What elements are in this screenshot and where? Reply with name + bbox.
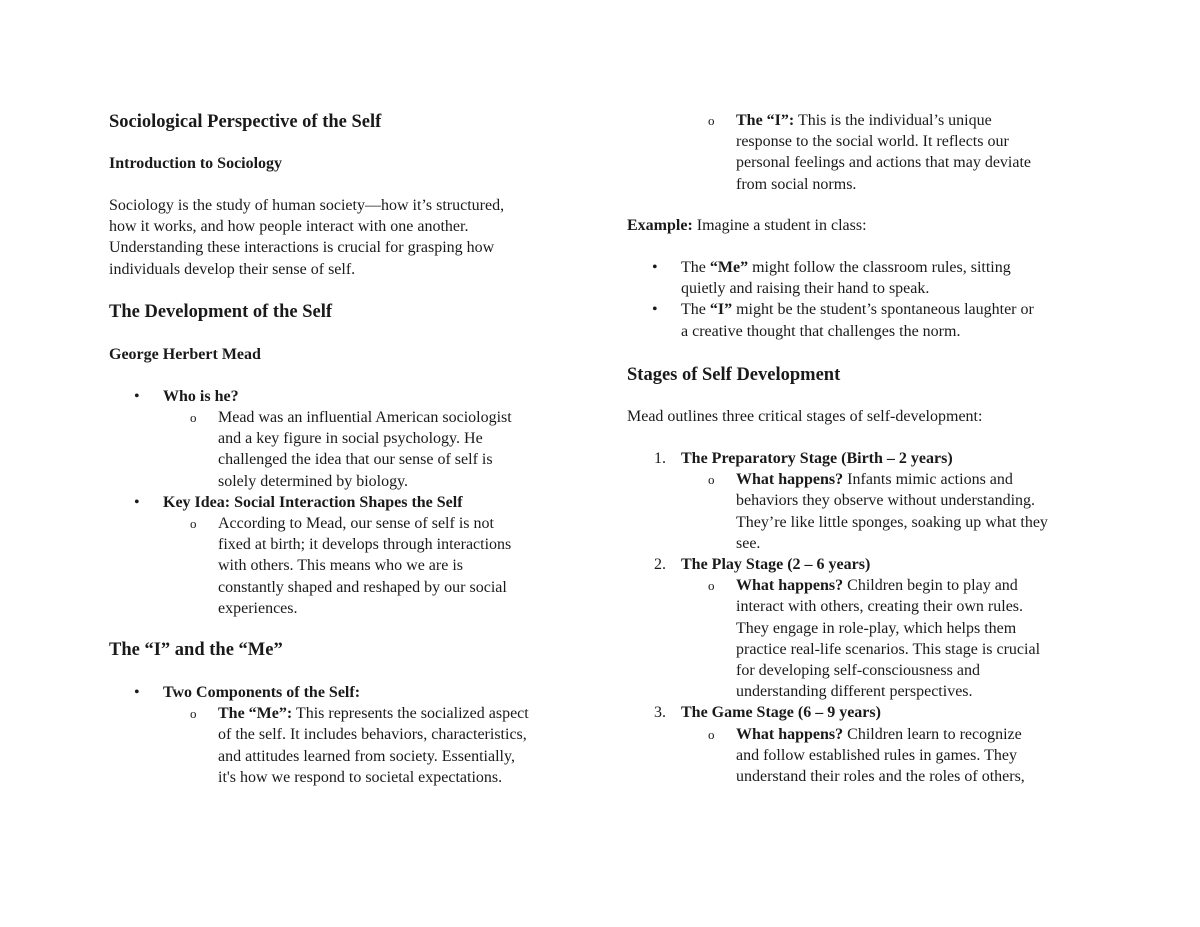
example-i-prefix: The bbox=[681, 301, 710, 319]
key-idea-label: Key Idea: Social Interaction Shapes the Self bbox=[163, 493, 463, 511]
stage-line: see. bbox=[736, 534, 761, 552]
sub-bullet-icon: o bbox=[190, 410, 197, 426]
right-column bbox=[627, 110, 1107, 787]
me-text: This represents the socialized aspect bbox=[292, 705, 529, 723]
stage-line: They’re like little sponges, soaking up what they bbox=[736, 513, 1048, 531]
sub-bullet-icon: o bbox=[708, 472, 715, 488]
i-line: response to the social world. It reflects our bbox=[736, 133, 1009, 151]
stage-detail bbox=[627, 724, 1107, 788]
list-item bbox=[627, 257, 1107, 299]
list-item bbox=[0, 386, 580, 407]
sub-bullet-icon: o bbox=[190, 706, 197, 722]
mead-heading: George Herbert Mead bbox=[109, 345, 261, 363]
list-item bbox=[0, 407, 580, 492]
i-label: The “I”: bbox=[736, 112, 795, 129]
stages-intro: Mead outlines three critical stages of self-development: bbox=[627, 407, 983, 425]
intro-paragraph bbox=[109, 195, 579, 280]
stage-text: Children begin to play and bbox=[843, 577, 1018, 595]
who-line: solely determined by biology. bbox=[218, 472, 409, 490]
what-happens-label: What happens? bbox=[736, 471, 844, 489]
components-label: Two Components of the Self: bbox=[163, 684, 361, 702]
stage-text: Children learn to recognize bbox=[843, 725, 1022, 743]
stages-heading: Stages of Self Development bbox=[627, 364, 841, 385]
example-me-prefix: The bbox=[681, 259, 710, 277]
stage-line bbox=[736, 575, 1107, 596]
i-me-heading: The “I” and the “Me” bbox=[109, 640, 283, 661]
example-list bbox=[627, 257, 1107, 342]
list-item bbox=[0, 682, 590, 703]
me-line: of the self. It includes behaviors, characteristics, bbox=[218, 726, 527, 744]
list-item bbox=[627, 110, 1107, 195]
example-text: Imagine a student in class: bbox=[692, 216, 867, 234]
stage-title: The Play Stage (2 – 6 years) bbox=[681, 556, 871, 574]
sub-bullet-icon: o bbox=[190, 516, 197, 532]
document-title: Sociological Perspective of the Self bbox=[109, 112, 382, 132]
key-idea-line: constantly shaped and reshaped by our social bbox=[218, 578, 507, 596]
example-me-line bbox=[681, 257, 1107, 278]
development-heading: The Development of the Self bbox=[109, 301, 332, 322]
sub-bullet-icon: o bbox=[708, 113, 715, 128]
example-me-line: quietly and raising their hand to speak. bbox=[681, 280, 930, 298]
example-me-label: “Me” bbox=[709, 259, 749, 277]
what-happens-label: What happens? bbox=[736, 725, 844, 743]
example-i-line: a creative thought that challenges the norm. bbox=[681, 322, 961, 340]
key-idea-line: fixed at birth; it develops through interactions bbox=[218, 536, 512, 554]
bullet-icon: • bbox=[652, 301, 658, 319]
who-line: challenged the idea that our sense of self is bbox=[218, 451, 493, 469]
intro-line: individuals develop their sense of self. bbox=[109, 260, 356, 278]
sub-bullet-icon: o bbox=[708, 578, 715, 594]
stage-line: behaviors they observe without understanding. bbox=[736, 492, 1036, 510]
stage-line: understand their roles and the roles of others, bbox=[736, 768, 1025, 786]
stage-line: interact with others, creating their own rules. bbox=[736, 598, 1024, 616]
example-me-text: might follow the classroom rules, sitting bbox=[748, 259, 1011, 277]
stage-line: practice real-life scenarios. This stage is crucial bbox=[736, 640, 1041, 658]
key-idea-line: According to Mead, our sense of self is not bbox=[218, 515, 494, 533]
components-list bbox=[0, 682, 590, 788]
example-i-line bbox=[681, 299, 1107, 320]
key-idea-line: experiences. bbox=[218, 599, 298, 617]
key-idea-line: with others. This means who we are is bbox=[218, 557, 463, 575]
stage-text: Infants mimic actions and bbox=[843, 471, 1013, 489]
stage-item bbox=[627, 448, 1107, 469]
who-line: and a key figure in social psychology. He bbox=[218, 430, 483, 448]
who-label: Who is he? bbox=[163, 387, 239, 405]
i-line bbox=[736, 110, 1107, 131]
example-i-label: “I” bbox=[709, 301, 733, 319]
i-text: This is the individual’s unique bbox=[794, 112, 992, 129]
stage-item bbox=[627, 554, 1107, 575]
mead-list bbox=[0, 386, 580, 619]
stage-line bbox=[736, 469, 1107, 490]
example-label: Example: bbox=[627, 216, 693, 234]
example-line bbox=[627, 215, 1107, 236]
stages-list bbox=[627, 448, 1107, 787]
i-line: personal feelings and actions that may deviate bbox=[736, 154, 1032, 172]
list-item bbox=[0, 513, 580, 619]
stage-line bbox=[736, 724, 1107, 745]
bullet-icon: • bbox=[134, 684, 140, 702]
example-i-text: might be the student’s spontaneous laughter or bbox=[732, 301, 1034, 319]
left-column bbox=[109, 110, 579, 788]
me-label: The “Me”: bbox=[218, 705, 293, 723]
stage-title: The Preparatory Stage (Birth – 2 years) bbox=[681, 450, 953, 468]
stage-number: 2. bbox=[654, 556, 666, 574]
me-line bbox=[218, 703, 590, 724]
bullet-icon: • bbox=[134, 387, 140, 405]
stage-line: They engage in role-play, which helps them bbox=[736, 619, 1017, 637]
list-item bbox=[0, 703, 590, 788]
what-happens-label: What happens? bbox=[736, 577, 844, 595]
stage-line: and follow established rules in games. They bbox=[736, 746, 1017, 764]
sub-bullet-icon: o bbox=[708, 726, 715, 742]
intro-line: Understanding these interactions is crucial for grasping how bbox=[109, 239, 495, 257]
intro-heading: Introduction to Sociology bbox=[109, 155, 283, 172]
stage-item bbox=[627, 702, 1107, 723]
me-line: and attitudes learned from society. Essentially, bbox=[218, 747, 515, 765]
who-line: Mead was an influential American sociologist bbox=[218, 409, 512, 427]
stage-title: The Game Stage (6 – 9 years) bbox=[681, 704, 881, 722]
stage-line: for developing self-consciousness and bbox=[736, 662, 980, 680]
i-line: from social norms. bbox=[736, 175, 857, 193]
intro-line: how it works, and how people interact with one another. bbox=[109, 218, 469, 236]
bullet-icon: • bbox=[134, 493, 140, 511]
list-item bbox=[0, 492, 580, 513]
bullet-icon: • bbox=[652, 259, 658, 277]
intro-line: Sociology is the study of human society—how it’s structured, bbox=[109, 197, 505, 214]
stage-detail bbox=[627, 469, 1107, 554]
me-line: it's how we respond to societal expectations. bbox=[218, 768, 503, 786]
list-item bbox=[627, 299, 1107, 341]
stage-number: 1. bbox=[654, 450, 666, 468]
stage-detail bbox=[627, 575, 1107, 702]
stage-number: 3. bbox=[654, 704, 666, 722]
stage-line: understanding different perspectives. bbox=[736, 683, 973, 701]
